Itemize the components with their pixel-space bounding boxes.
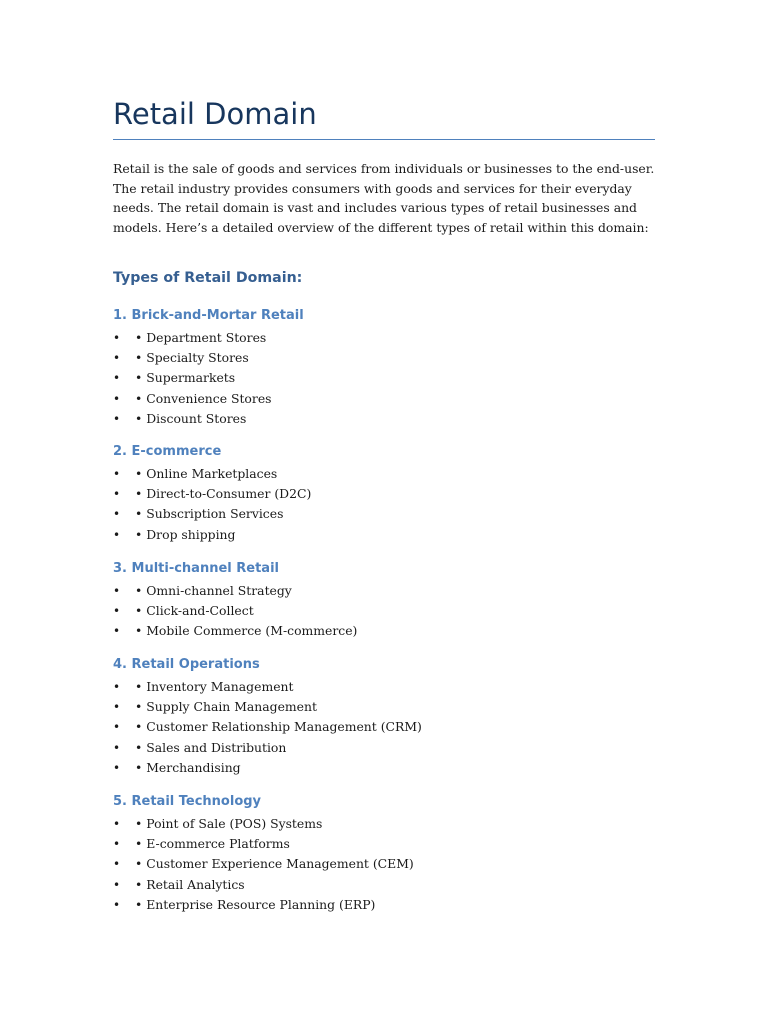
list-item (113, 621, 655, 641)
list-item (113, 738, 655, 758)
bullet-icon: • (113, 351, 121, 366)
list-item-text: • Point of Sale (POS) Systems (135, 816, 323, 831)
document-title: Retail Domain (113, 97, 317, 131)
bullet-icon: • (113, 837, 121, 852)
bullet-icon: • (113, 527, 121, 542)
bullet-icon: • (113, 467, 121, 481)
list-item (113, 601, 655, 621)
bullet-icon: • (113, 857, 121, 872)
bullet-list (113, 677, 655, 778)
bullet-icon: • (113, 487, 121, 502)
bullet-icon: • (113, 700, 121, 715)
subsection-brick-and-mortar (113, 307, 655, 429)
subsection-heading: 3. Multi-channel Retail (113, 561, 279, 576)
bullet-icon: • (113, 760, 121, 775)
subsection-multi-channel (113, 560, 655, 642)
list-item (113, 758, 655, 778)
list-item-text: • E-commerce Platforms (135, 836, 290, 852)
intro-paragraph: Retail is the sale of goods and services from individuals or businesses to the end-user. The retail industry provides consumers with goods and services for their everyday needs. The retail domain is vast and includes various types of retail businesses and models. Here’s a detailed overview of the different types of retail within this domain: (113, 161, 655, 235)
list-item (113, 389, 655, 409)
bullet-list (113, 581, 655, 642)
list-item-text: • Discount Stores (135, 410, 247, 426)
list-item-text: • Retail Analytics (135, 876, 245, 892)
list-item-text: • Merchandising (135, 759, 241, 775)
bullet-icon: • (113, 680, 121, 694)
bullet-icon: • (113, 604, 121, 619)
list-item (113, 328, 655, 348)
list-item (113, 717, 655, 737)
bullet-icon: • (113, 720, 121, 735)
list-item-text: • Convenience Stores (135, 390, 272, 406)
bullet-icon: • (113, 411, 121, 426)
bullet-icon: • (113, 740, 121, 755)
list-item (113, 484, 655, 504)
list-item-text: • Omni-channel Strategy (135, 583, 292, 598)
bullet-icon: • (113, 584, 121, 598)
list-item-text: • Supermarkets (135, 370, 236, 386)
subsection-e-commerce (113, 443, 655, 545)
bullet-icon: • (113, 897, 121, 912)
list-item-text: • Subscription Services (135, 506, 284, 522)
list-item-text: • Enterprise Resource Planning (ERP) (135, 896, 376, 912)
list-item-text: • Supply Chain Management (135, 699, 317, 715)
bullet-icon: • (113, 877, 121, 892)
section-heading-types: Types of Retail Domain: (113, 270, 303, 286)
subsection-heading: 4. Retail Operations (113, 657, 260, 672)
list-item (113, 895, 655, 915)
bullet-icon: • (113, 371, 121, 386)
bullet-list (113, 814, 655, 915)
list-item-text: • Mobile Commerce (M-commerce) (135, 623, 358, 639)
list-item (113, 875, 655, 895)
list-item-text: • Customer Experience Management (CEM) (135, 856, 414, 872)
list-item (113, 525, 655, 545)
list-item (113, 677, 655, 697)
title-divider (113, 139, 655, 140)
bullet-icon: • (113, 331, 121, 345)
list-item (113, 697, 655, 717)
list-item (113, 348, 655, 368)
list-item (113, 834, 655, 854)
list-item (113, 854, 655, 874)
list-item-text: • Drop shipping (135, 526, 236, 542)
bullet-icon: • (113, 624, 121, 639)
list-item (113, 814, 655, 834)
bullet-icon: • (113, 391, 121, 406)
list-item (113, 368, 655, 388)
bullet-icon: • (113, 817, 121, 831)
subsection-heading: 5. Retail Technology (113, 794, 262, 809)
subsection-heading: 2. E-commerce (113, 444, 222, 459)
bullet-list (113, 464, 655, 545)
list-item (113, 581, 655, 601)
bullet-list (113, 328, 655, 429)
list-item-text: • Specialty Stores (135, 350, 249, 366)
subsection-retail-operations (113, 656, 655, 778)
list-item-text: • Click-and-Collect (135, 603, 254, 619)
subsection-retail-technology (113, 793, 655, 915)
list-item-text: • Inventory Management (135, 679, 294, 694)
list-item-text: • Direct-to-Consumer (D2C) (135, 486, 312, 502)
list-item (113, 464, 655, 484)
list-item-text: • Sales and Distribution (135, 739, 287, 755)
bullet-icon: • (113, 507, 121, 522)
list-item-text: • Online Marketplaces (135, 466, 278, 481)
list-item-text: • Customer Relationship Management (CRM) (135, 719, 422, 735)
subsection-heading: 1. Brick-and-Mortar Retail (113, 308, 304, 323)
list-item (113, 504, 655, 524)
list-item-text: • Department Stores (135, 330, 267, 345)
list-item (113, 409, 655, 429)
